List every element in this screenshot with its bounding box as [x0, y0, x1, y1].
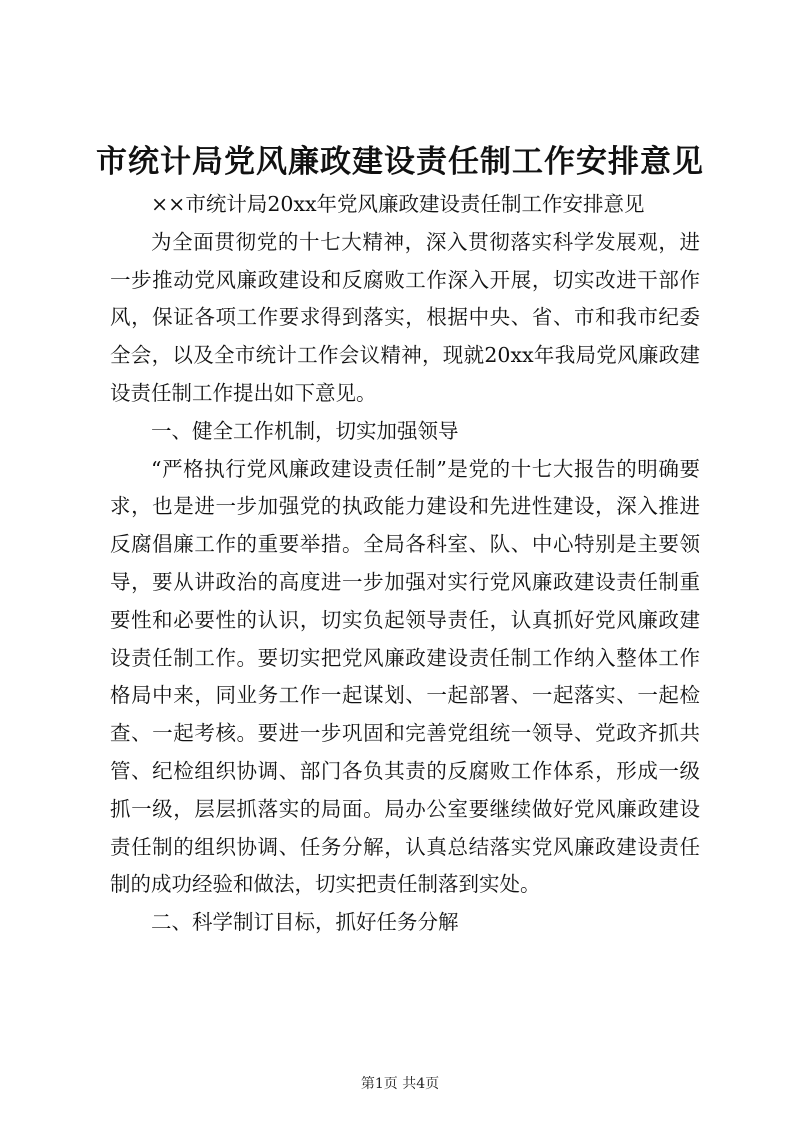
subtitle-paragraph: ××市统计局20xx年党风廉政建设责任制工作安排意见 [151, 192, 645, 216]
section-heading-1: 一、健全工作机制，切实加强领导 [151, 418, 459, 443]
section-heading-2: 二、科学制订目标，抓好任务分解 [151, 910, 459, 935]
document-title: 市统计局党风廉政建设责任制工作安排意见 [96, 144, 704, 180]
page-number-footer: 第1页 共4页 [360, 1076, 440, 1092]
document-body [110, 186, 700, 942]
intro-paragraph: 为全面贯彻党的十七大精神，深入贯彻落实科学发展观，进一步推动党风廉政建设和反腐败工作深入开展，切实改进干部作风，保证各项工作要求得到落实，根据中央、省、市和我市纪委全会，以及全市统计工作会议精神，现就20xx年我局党风廉政建设责任制工作提出如下意见。 [110, 229, 700, 405]
section-1-paragraph: “严格执行党风廉政建设责任制”是党的十七大报告的明确要求，也是进一步加强党的执政能力建设和先进性建设，深入推进反腐倡廉工作的重要举措。全局各科室、队、中心特别是主要领导，要从讲政治的高度进一步加强对实行党风廉政建设责任制重要性和必要性的认识，切实负起领导责任，认真抓好党风廉政建设责任制工作。要切实把党风廉政建设责任制工作纳入整体工作格局中来，同业务工作一起谋划、一起部署、一起落实、一起检查、一起考核。要进一步巩固和完善党组统一领导、党政齐抓共管、纪检组织协调、部门各负其责的反腐败工作体系，形成一级抓一级，层层抓落实的局面。局办公室要继续做好党风廉政建设责任制的组织协调、任务分解，认真总结落实党风廉政建设责任制的成功经验和做法，切实把责任制落到实处。 [110, 456, 700, 897]
